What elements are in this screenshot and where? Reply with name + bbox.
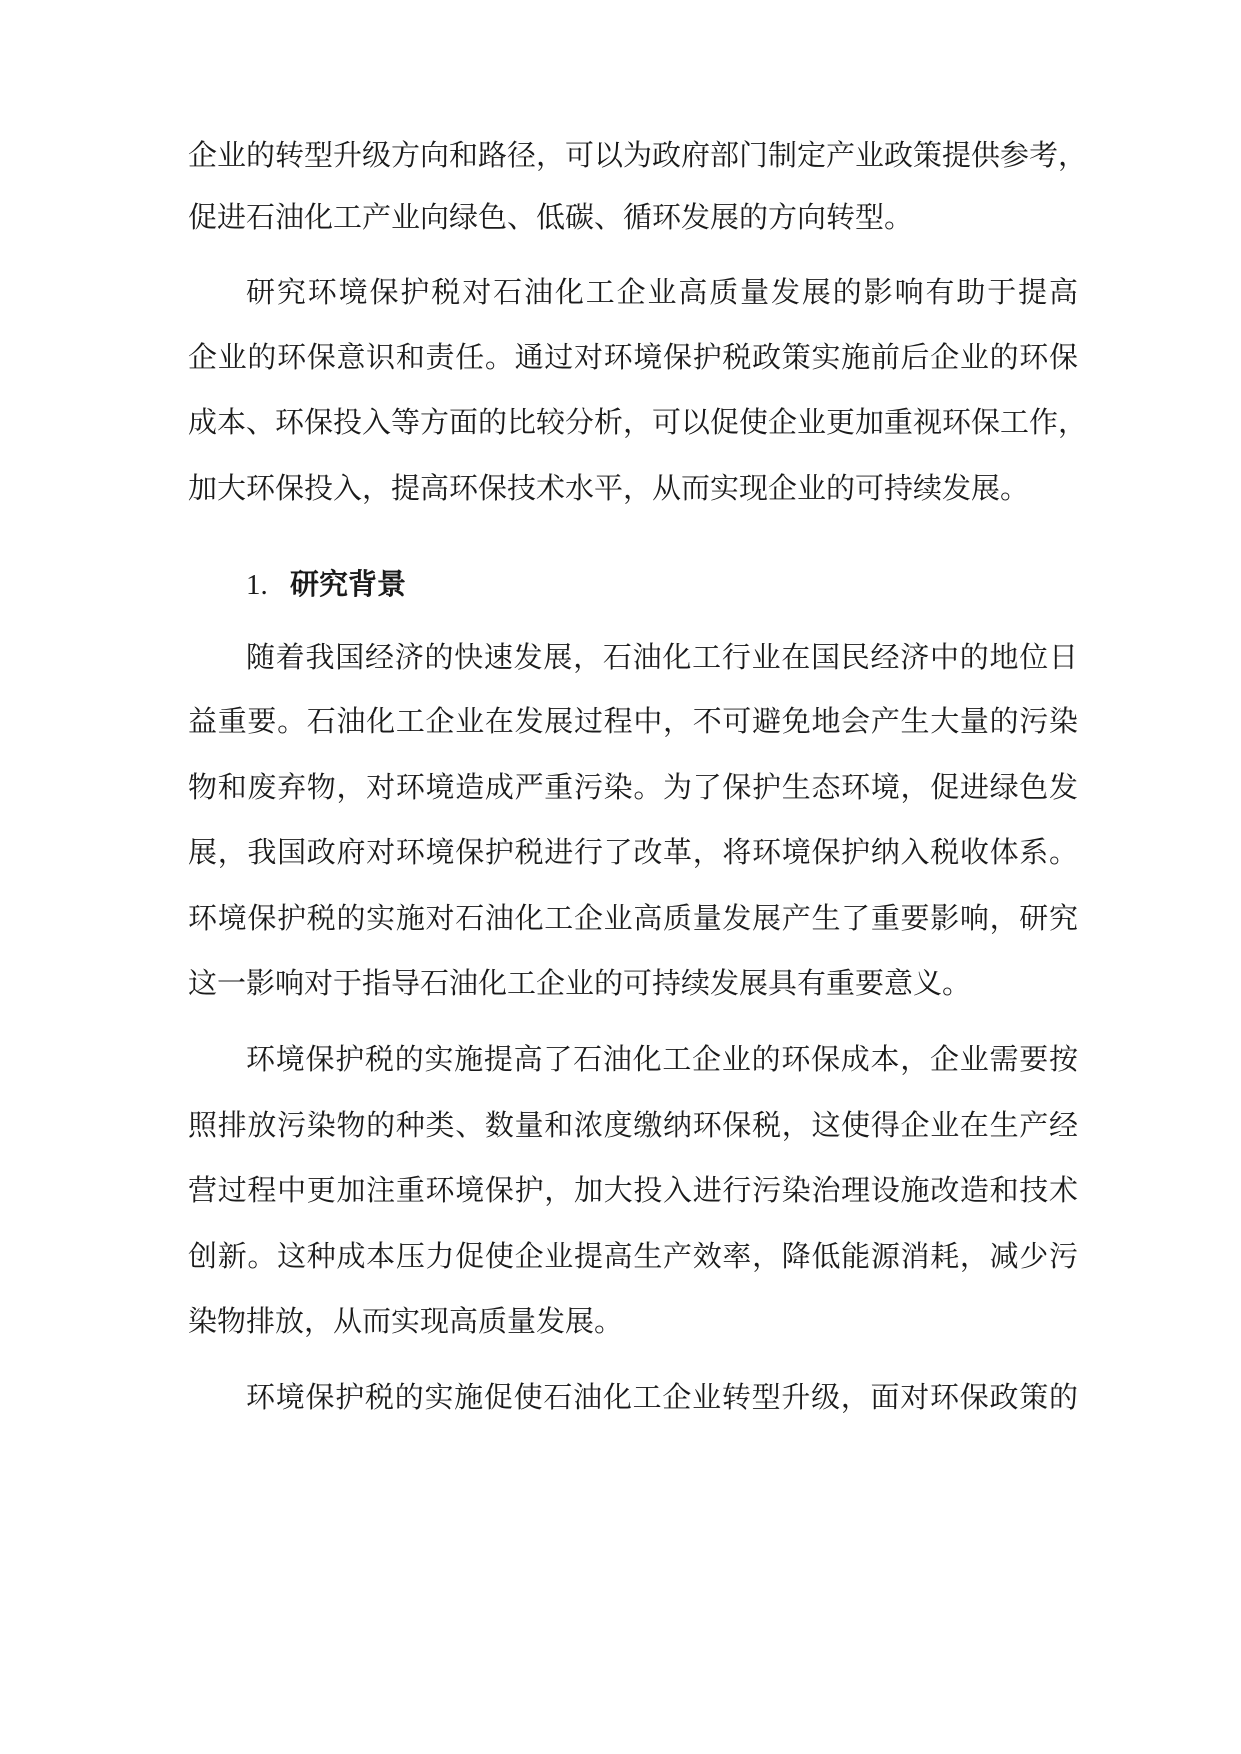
text-line: 随着我国经济的快速发展，石油化工行业在国民经济中的地位日 (246, 640, 1078, 674)
text-line: 物和废弃物，对环境造成严重污染。为了保护生态环境，促进绿色发 (188, 770, 1078, 804)
text-line: 创新。这种成本压力促使企业提高生产效率，降低能源消耗，减少污 (188, 1239, 1078, 1273)
text-line: 展，我国政府对环境保护税进行了改革，将环境保护纳入税收体系。 (188, 835, 1078, 869)
text-line: 研究环境保护税对石油化工企业高质量发展的影响有助于提高 (246, 275, 1078, 309)
text-line: 企业的环保意识和责任。通过对环境保护税政策实施前后企业的环保 (188, 340, 1078, 374)
section-heading (246, 564, 406, 605)
text-line: 成本、环保投入等方面的比较分析，可以促使企业更加重视环保工作， (188, 405, 1088, 439)
text-line: 益重要。石油化工企业在发展过程中，不可避免地会产生大量的污染 (188, 704, 1078, 738)
text-line: 促进石油化工产业向绿色、低碳、循环发展的方向转型。 (188, 200, 914, 234)
text-line: 环境保护税的实施促使石油化工企业转型升级，面对环保政策的 (246, 1380, 1078, 1414)
text-line: 环境保护税的实施提高了石油化工企业的环保成本，企业需要按 (246, 1042, 1078, 1076)
section-title: 研究背景 (290, 567, 407, 601)
text-line: 企业的转型升级方向和路径，可以为政府部门制定产业政策提供参考， (188, 138, 1088, 172)
text-line: 染物排放，从而实现高质量发展。 (188, 1304, 624, 1338)
text-line: 照排放污染物的种类、数量和浓度缴纳环保税，这使得企业在生产经 (188, 1108, 1078, 1142)
text-line: 环境保护税的实施对石油化工企业高质量发展产生了重要影响，研究 (188, 901, 1078, 935)
section-number: 1. (246, 569, 268, 601)
text-line: 这一影响对于指导石油化工企业的可持续发展具有重要意义。 (188, 966, 972, 1000)
text-line: 营过程中更加注重环境保护，加大投入进行污染治理设施改造和技术 (188, 1173, 1078, 1207)
text-line: 加大环保投入，提高环保技术水平，从而实现企业的可持续发展。 (188, 471, 1030, 505)
